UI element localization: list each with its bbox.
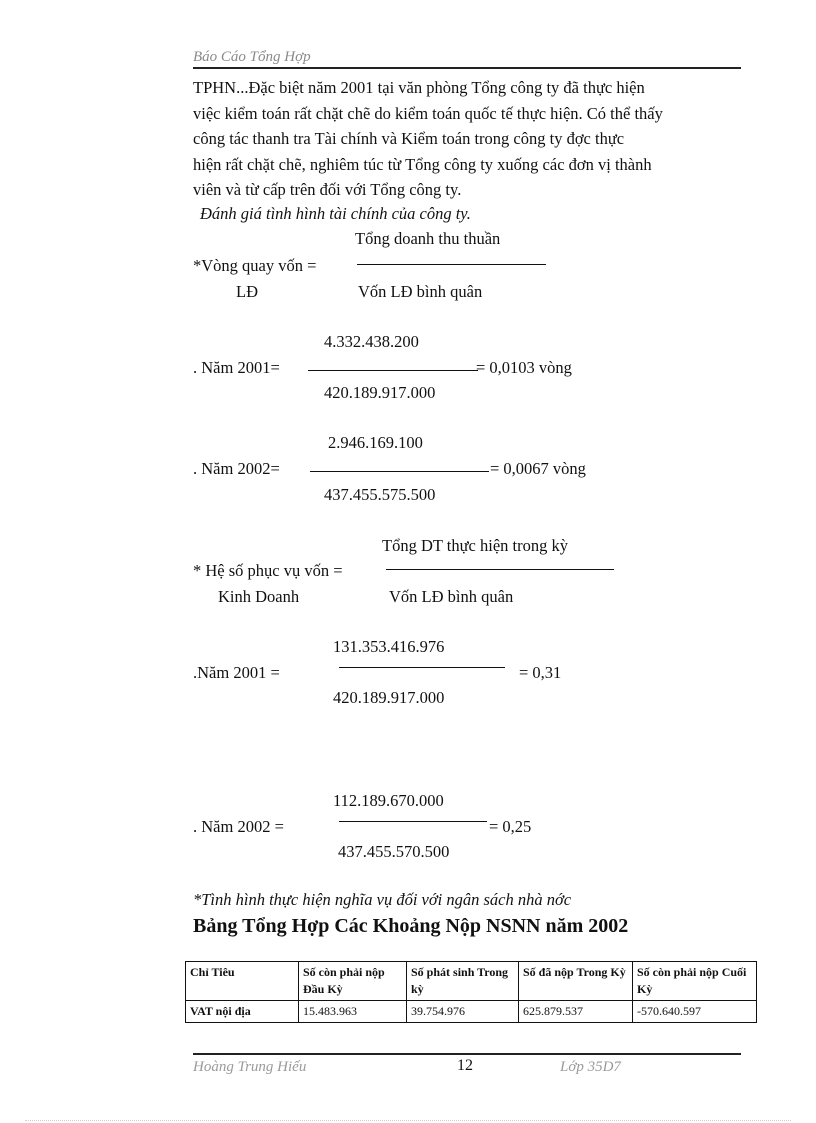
hspvv-2001-denominator: 420.189.917.000 <box>333 688 445 707</box>
hspvv-2001-numerator: 131.353.416.976 <box>333 637 445 656</box>
hspvv-2002-denominator: 437.455.570.500 <box>338 842 450 861</box>
footer-rule <box>193 1053 741 1055</box>
vqv-2001-label: . Năm 2001= <box>193 358 280 377</box>
cell-cuoi-ky: -570.640.597 <box>633 1001 757 1023</box>
vqv-2002-result: = 0,0067 vòng <box>490 459 586 478</box>
vqv-2002-label: . Năm 2002= <box>193 459 280 478</box>
col-header-da-nop: Số đã nộp Trong Kỳ <box>519 962 633 1001</box>
col-header-dau-ky: Số còn phải nộp Đầu Kỳ <box>299 962 407 1001</box>
vqv-formula-denominator: Vốn LĐ bình quân <box>358 282 483 301</box>
vqv-2001-numerator: 4.332.438.200 <box>324 332 419 351</box>
table-header-row <box>186 962 757 1001</box>
vqv-2002-numerator: 2.946.169.100 <box>328 433 423 452</box>
col-header-chi-tieu: Chỉ Tiêu <box>186 962 299 1001</box>
cell-dau-ky: 15.483.963 <box>299 1001 407 1023</box>
hspvv-2001-result: = 0,31 <box>519 663 562 682</box>
table-row <box>186 1001 757 1023</box>
cell-da-nop: 625.879.537 <box>519 1001 633 1023</box>
footer-class: Lớp 35D7 <box>560 1059 621 1075</box>
vqv-formula-label-2: LĐ <box>236 282 258 301</box>
hspvv-2002-label: . Năm 2002 = <box>193 817 284 836</box>
intro-line: TPHN...Đặc biệt năm 2001 tại văn phòng Tổng công ty đã thực hiện <box>193 78 645 97</box>
hspvv-fraction-bar <box>386 569 614 570</box>
col-header-cuoi-ky: Số còn phải nộp Cuối Kỳ <box>633 962 757 1001</box>
nsnn-table <box>185 961 757 1023</box>
page-number: 12 <box>457 1057 473 1074</box>
budget-subtitle: *Tình hình thực hiện nghĩa vụ đối với ngân sách nhà nớc <box>193 890 572 909</box>
vqv-formula-label: *Vòng quay vốn = <box>193 256 317 275</box>
hspvv-2001-fraction-bar <box>339 667 505 668</box>
hspvv-2002-numerator: 112.189.670.000 <box>333 791 444 810</box>
header-rule <box>193 67 741 69</box>
hspvv-formula-numerator: Tổng DT thực hiện trong kỳ <box>382 536 568 555</box>
footer-author: Hoàng Trung Hiếu <box>193 1059 307 1075</box>
intro-paragraph <box>193 75 738 203</box>
section-evaluation-title: Đánh giá tình hình tài chính của công ty. <box>200 204 471 223</box>
vqv-2001-denominator: 420.189.917.000 <box>324 383 436 402</box>
header-title: Báo Cáo Tổng Hợp <box>193 49 311 65</box>
hspvv-formula-label-2: Kinh Doanh <box>218 587 300 606</box>
intro-line: hiện rất chặt chẽ, nghiêm túc từ Tổng công ty xuống các đơn vị thành <box>193 154 652 174</box>
cell-chi-tieu: VAT nội địa <box>186 1001 299 1023</box>
hspvv-formula-label: * Hệ số phục vụ vốn = <box>193 561 343 580</box>
vqv-2001-fraction-bar <box>308 370 478 371</box>
intro-line-last: viên và từ cấp trên đối với Tổng công ty. <box>193 180 462 199</box>
hspvv-2002-fraction-bar <box>339 821 487 822</box>
intro-line: việc kiểm toán rất chặt chẽ do kiểm toán quốc tế thực hiện. Có thể thấy <box>193 103 663 123</box>
page-edge-divider <box>25 1120 791 1121</box>
hspvv-formula-denominator: Vốn LĐ bình quân <box>389 587 514 606</box>
vqv-2002-denominator: 437.455.575.500 <box>324 485 436 504</box>
hspvv-2002-result: = 0,25 <box>489 817 532 836</box>
vqv-2001-result: = 0,0103 vòng <box>476 358 572 377</box>
vqv-formula-numerator: Tổng doanh thu thuần <box>355 229 501 248</box>
hspvv-2001-label: .Năm 2001 = <box>193 663 280 682</box>
col-header-phat-sinh: Số phát sinh Trong kỳ <box>407 962 519 1001</box>
cell-phat-sinh: 39.754.976 <box>407 1001 519 1023</box>
intro-line: công tác thanh tra Tài chính và Kiểm toán trong công ty đợc thực <box>193 129 625 148</box>
budget-table-heading: Bảng Tổng Hợp Các Khoảng Nộp NSNN năm 2002 <box>193 915 629 937</box>
vqv-fraction-bar <box>357 264 546 265</box>
vqv-2002-fraction-bar <box>310 471 489 472</box>
